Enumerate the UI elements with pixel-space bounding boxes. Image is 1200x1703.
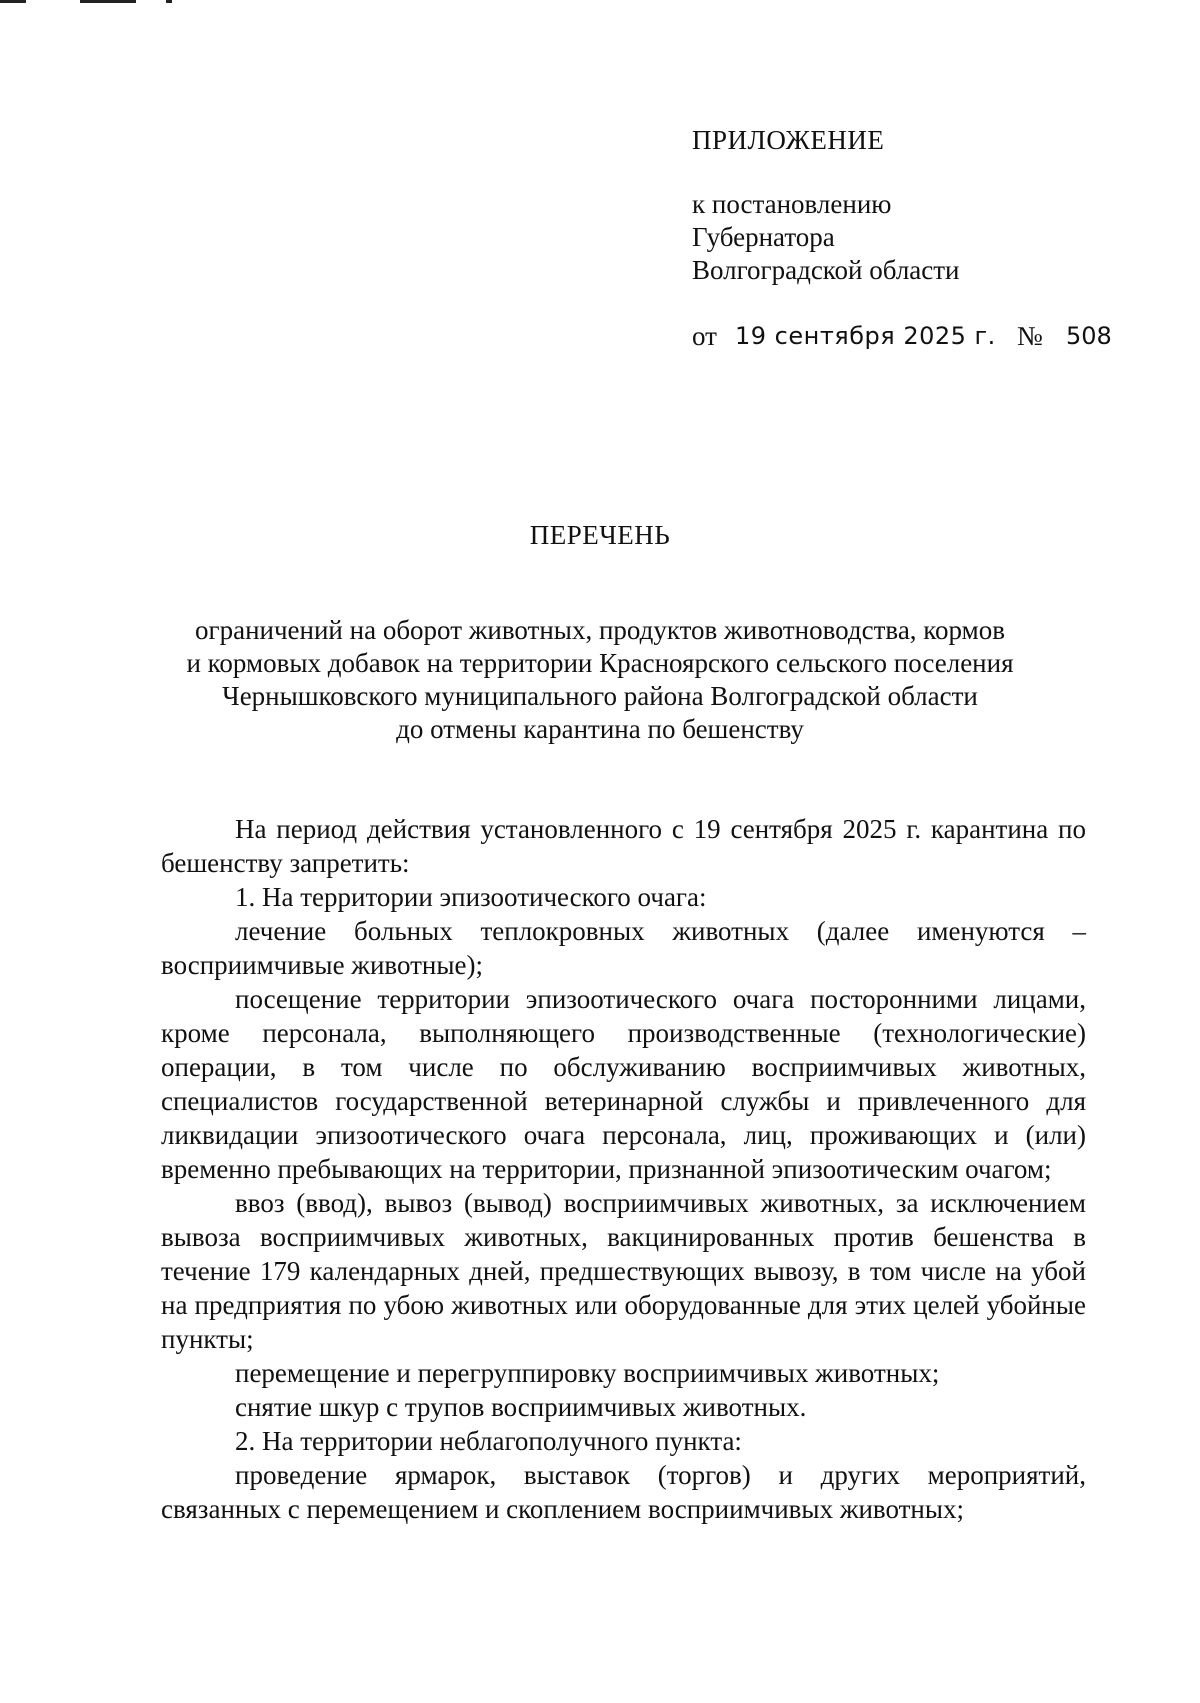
paragraph: ввоз (ввод), вывоз (вывод) восприимчивых животных, за исключением вывоза восприимчивых животных, вакцинированных против бешенства в течение 179 календарных дней, предшествующих вывозу, в том числе на убой на предприятия по убою животных или оборудованные для этих целей убойные пункты; — [161, 1188, 1086, 1354]
appendix-block — [692, 124, 1122, 354]
appendix-line: Губернатора — [692, 222, 835, 252]
subtitle-line: Чернышковского муниципального района Волгоградской области — [222, 681, 978, 711]
appendix-reference — [692, 188, 1122, 287]
scan-mark — [80, 0, 136, 3]
document-body — [161, 812, 1086, 1526]
paragraph: 2. На территории неблагополучного пункта: — [235, 1426, 742, 1456]
scan-mark — [0, 0, 26, 3]
appendix-line: Волгоградской области — [692, 255, 960, 285]
scan-mark — [166, 0, 172, 3]
decree-number: 508 — [1066, 322, 1112, 350]
subtitle-line: и кормовых добавок на территории Красноярского сельского поселения — [186, 648, 1014, 678]
paragraph: перемещение и перегруппировку восприимчивых животных; — [235, 1358, 940, 1388]
subtitle-line: ограничений на оборот животных, продуктов животноводства, кормов — [195, 615, 1005, 645]
document-title: ПЕРЕЧЕНЬ — [529, 520, 671, 550]
paragraph: 1. На территории эпизоотического очага: — [235, 882, 707, 912]
paragraph: На период действия установленного с 19 сентября 2025 г. карантина по бешенству запретить: — [161, 814, 1086, 878]
number-sign: № — [1017, 321, 1043, 351]
date-prefix: от — [692, 321, 717, 351]
appendix-line: к постановлению — [692, 189, 892, 219]
paragraph: посещение территории эпизоотического очага посторонними лицами, кроме персонала, выполняющего производственные (технологические) операции, в том числе по обслуживанию восприимчивых животных, специалистов государственной ветеринарной службы и привлеченного для ликвидации эпизоотического очага персонала, лиц, проживающих и (или) временно пребывающих на территории, признанной эпизоотическим очагом; — [161, 984, 1086, 1184]
appendix-title: ПРИЛОЖЕНИЕ — [692, 125, 885, 155]
subtitle-line: до отмены карантина по бешенству — [396, 714, 804, 744]
decree-date: 19 сентября 2025 г. — [735, 322, 996, 350]
decree-date-line — [692, 320, 1122, 354]
paragraph: снятие шкур с трупов восприимчивых животных. — [235, 1392, 807, 1422]
paragraph: лечение больных теплокровных животных (далее именуются – восприимчивые животные); — [161, 916, 1086, 980]
document-subtitle — [120, 614, 1080, 746]
paragraph: проведение ярмарок, выставок (торгов) и других мероприятий, связанных с перемещением и скоплением восприимчивых животных; — [161, 1460, 1086, 1524]
